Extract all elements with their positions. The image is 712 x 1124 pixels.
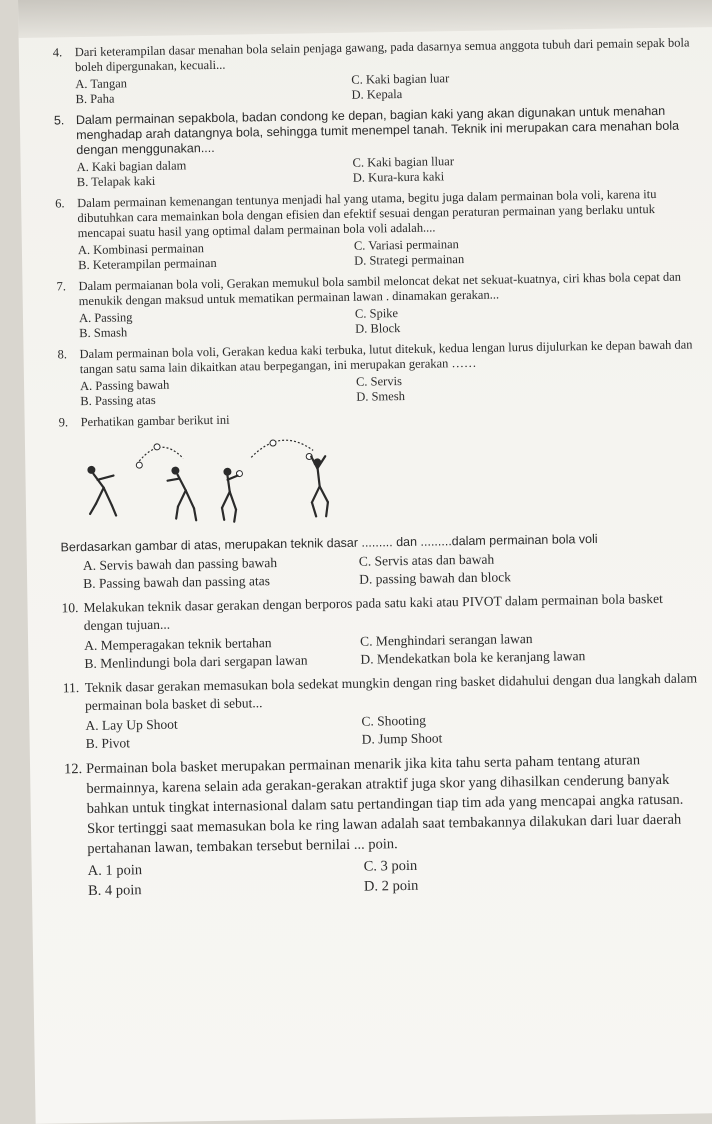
- option-a[interactable]: A. Tangan: [75, 76, 128, 92]
- question-number: 5.: [53, 113, 65, 128]
- option-d[interactable]: D. Mendekatkan bola ke keranjang lawan: [360, 648, 586, 667]
- option-c[interactable]: C. Spike: [354, 306, 399, 321]
- question-7: [56, 269, 697, 341]
- question-number: 12.: [63, 761, 83, 778]
- player-figure-3: [221, 468, 238, 522]
- option-c[interactable]: C. Servis atas dan bawah: [358, 551, 495, 569]
- option-a[interactable]: A. Lay Up Shoot: [85, 716, 178, 734]
- option-b[interactable]: B. Pivot: [85, 735, 131, 752]
- option-b[interactable]: B. Smash: [79, 325, 128, 341]
- question-number: 4.: [52, 45, 63, 60]
- option-d[interactable]: D. Kura-kura kaki: [352, 169, 445, 185]
- question-number: 6.: [55, 196, 65, 211]
- option-d[interactable]: D. Block: [355, 321, 401, 336]
- option-b[interactable]: B. Paha: [75, 91, 115, 107]
- question-number: 11.: [62, 680, 80, 696]
- question-12: [64, 749, 706, 901]
- option-d[interactable]: D. passing bawah dan block: [359, 569, 512, 587]
- option-d[interactable]: D. Smesh: [356, 388, 406, 404]
- option-b[interactable]: B. Passing bawah dan passing atas: [83, 573, 271, 592]
- question-5: [54, 103, 695, 190]
- option-d[interactable]: D. 2 poin: [363, 877, 419, 895]
- question-text: Dalam permainan kemenangan tentunya menjadi hal yang utama, begitu juga dalam permainan bola voli, karena itu dibutuhkan cara memainkan bola dengan efisien dan efektif sesuai dengan peraturan permainan yang berlaku untuk mencapai suatu hasil yang optimal dalam permainan bola voli adalah....: [77, 186, 657, 241]
- option-b[interactable]: B. 4 poin: [87, 882, 142, 900]
- option-c[interactable]: C. Kaki bagian lluar: [352, 154, 455, 170]
- options: [83, 547, 701, 593]
- option-a[interactable]: A. Memperagakan teknik bertahan: [84, 635, 272, 654]
- option-a[interactable]: A. Servis bawah dan passing bawah: [82, 555, 278, 574]
- player-figure-1: [87, 466, 116, 516]
- question-text: Dalam permainan sepakbola, badan condong ke depan, bagian kaki yang akan digunakan untuk menahan menghadap arah datangnya bola, sehingga tumit menempel tanah. Teknik ini merupakan cara menahan bola dengan menggunakan....: [75, 103, 680, 158]
- option-c[interactable]: C. Variasi permainan: [353, 237, 459, 253]
- question-text: Dari keterampilan dasar menahan bola selain penjaga gawang, pada dasarnya semua anggota tubuh dari pemain sepak bola boleh dipergunakan, kecuali...: [74, 35, 690, 75]
- option-c[interactable]: C. Servis: [355, 374, 402, 389]
- option-c[interactable]: C. Menghindari serangan lawan: [359, 630, 533, 649]
- question-text: Teknik dasar gerakan memasukan bola sedekat mungkin dengan ring basket didahului dengan dua langkah dalam permainan bola basket di sebut...: [84, 670, 698, 714]
- player-figure-2: [167, 466, 196, 520]
- option-a[interactable]: A. Passing: [78, 310, 133, 326]
- option-a[interactable]: A. Passing bawah: [79, 377, 170, 394]
- options: [84, 627, 702, 673]
- question-text: Dalam permainan bola voli, Gerakan kedua kaki terbuka, lutut ditekuk, kedua lengan lurus dijulurkan ke depan bawah dan tangan satu sama lain dikaitkan atau berpegangan, ini merupakan gerakan ……: [79, 337, 693, 377]
- question-number: 8.: [57, 347, 68, 362]
- option-b[interactable]: B. Keterampilan permainan: [78, 255, 217, 273]
- worksheet-page: [18, 0, 712, 1124]
- option-a[interactable]: A. 1 poin: [87, 862, 143, 880]
- option-d[interactable]: D. Jump Shoot: [361, 730, 443, 747]
- option-c[interactable]: C. Kaki bagian luar: [351, 71, 450, 87]
- option-b[interactable]: B. Telapak kaki: [76, 173, 156, 190]
- question-list: [53, 35, 706, 907]
- options: [85, 707, 703, 753]
- question-6: [55, 186, 696, 273]
- option-c[interactable]: C. Shooting: [361, 712, 426, 729]
- option-d[interactable]: D. Strategi permainan: [354, 252, 465, 268]
- question-10: [61, 589, 702, 673]
- question-text: Perhatikan gambar berikut ini: [80, 412, 230, 430]
- question-number: 10.: [61, 600, 79, 616]
- options: [88, 851, 707, 901]
- option-b[interactable]: B. Passing atas: [80, 392, 156, 409]
- volleyball-figure: [81, 430, 362, 530]
- player-figure-4: [311, 456, 328, 516]
- option-d[interactable]: D. Kepala: [351, 86, 403, 102]
- option-b[interactable]: B. Menlindungi bola dari sergapan lawan: [84, 652, 308, 672]
- question-11: [63, 669, 704, 753]
- question-9: [59, 405, 702, 593]
- question-text: Dalam permaianan bola voli, Gerakan memukul bola sambil meloncat dekat net sekuat-kuatnya, ciri khas bola cepat dan menukik dengan maksud untuk mematikan permainan lawan . dinamakan gerakan...: [78, 269, 682, 309]
- question-4: [53, 35, 694, 107]
- option-c[interactable]: C. 3 poin: [363, 857, 418, 875]
- option-a[interactable]: A. Kombinasi permainan: [77, 241, 205, 258]
- question-number: 7.: [56, 279, 66, 294]
- question-number: 9.: [58, 415, 69, 430]
- question-8: [57, 337, 698, 409]
- question-text: Melakukan teknik dasar gerakan dengan berporos pada satu kaki atau PIVOT dalam permainan bola basket dengan tujuan...: [83, 590, 663, 634]
- option-a[interactable]: A. Kaki bagian dalam: [76, 158, 187, 175]
- question-9-caption: Berdasarkan gambar di atas, merupakan teknik dasar ......... dan .........dalam permainan bola voli: [60, 531, 598, 555]
- question-text: Permainan bola basket merupakan permainan menarik jika kita tahu serta paham tentang aturan bermainnya, karena selain ada gerakan-gerakan atraktif juga skor yang dihasilkan cenderung banyak bahkan untuk tingkat internasional dalam satu pertandingan tiap tim ada yang mencapai angka ratusan. Skor tertinggi saat memasukan bola ke ring lawan adalah saat tembakannya dilakukan dari luar daerah pertahanan lawan, tembakan tersebut bernilai ... poin.: [85, 752, 684, 858]
- top-shadow-strip: [18, 0, 712, 38]
